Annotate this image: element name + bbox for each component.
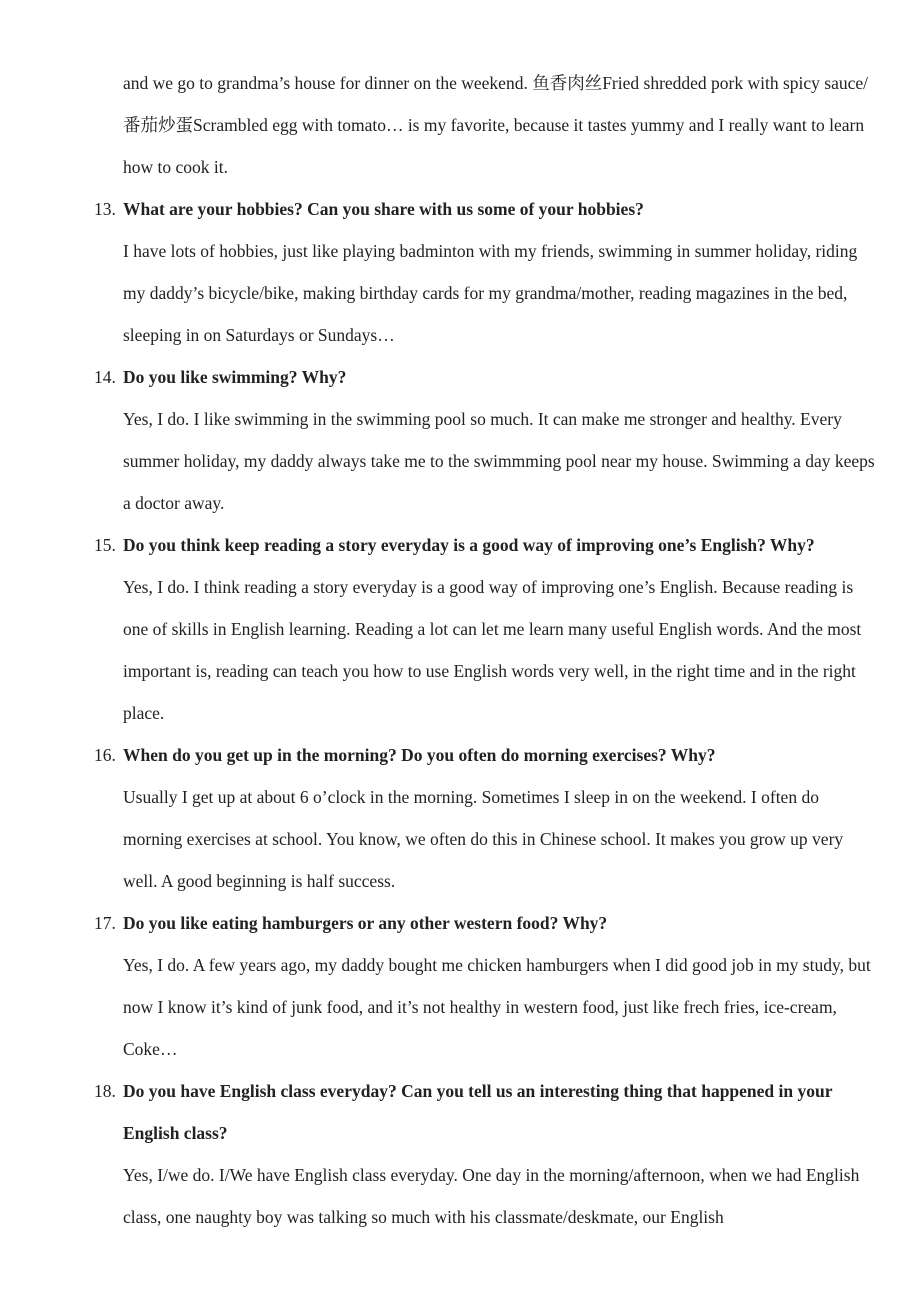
qa-item-14: [0, 356, 880, 524]
qa-item-16: [0, 734, 880, 902]
continuation-paragraph: and we go to grandma’s house for dinner on the weekend. 鱼香肉丝Fried shredded pork with spicy sauce/番茄炒蛋Scrambled egg with tomato… is my favorite, because it tastes yummy and I really want to learn how to cook it.: [123, 73, 869, 177]
qa-item-15: [0, 524, 880, 734]
question-text: Do you have English class everyday? Can you tell us an interesting thing that happened in your English class?: [123, 1081, 833, 1143]
question-text: Do you like eating hamburgers or any other western food? Why?: [123, 913, 608, 933]
question-number: 15.: [94, 535, 116, 555]
answer-text: I have lots of hobbies, just like playing badminton with my friends, swimming in summer holiday, riding my daddy’s bicycle/bike, making birthday cards for my grandma/mother, reading magazines in the bed, sleeping in on Saturdays or Sundays…: [123, 241, 858, 345]
qa-item-17: [0, 902, 880, 1070]
question-text: Do you think keep reading a story everyday is a good way of improving one’s English? Why?: [123, 535, 815, 555]
answer-text: Usually I get up at about 6 o’clock in the morning. Sometimes I sleep in on the weekend. I often do morning exercises at school. You know, we often do this in Chinese school. It makes you grow up very well. A good beginning is half success.: [123, 787, 844, 891]
question-text: What are your hobbies? Can you share with us some of your hobbies?: [123, 199, 644, 219]
question-text: When do you get up in the morning? Do you often do morning exercises? Why?: [123, 745, 716, 765]
question-number: 16.: [94, 745, 116, 765]
qa-item-18: [0, 1070, 880, 1238]
answer-text: Yes, I do. I like swimming in the swimming pool so much. It can make me stronger and healthy. Every summer holiday, my daddy always take me to the swimmming pool near my house. Swimming a day keeps a doctor away.: [123, 409, 875, 513]
answer-text: Yes, I do. A few years ago, my daddy bought me chicken hamburgers when I did good job in my study, but now I know it’s kind of junk food, and it’s not healthy in western food, just like frech fries, ice-cream, Coke…: [123, 955, 871, 1059]
qa-item-13: [0, 188, 880, 356]
answer-text: Yes, I/we do. I/We have English class everyday. One day in the morning/afternoon, when we had English class, one naughty boy was talking so much with his classmate/deskmate, our English: [123, 1165, 860, 1227]
answer-text: Yes, I do. I think reading a story everyday is a good way of improving one’s English. Because reading is one of skills in English learning. Reading a lot can let me learn many useful English words. And the most important is, reading can teach you how to use English words very well, in the right time and in the right place.: [123, 577, 862, 723]
question-number: 18.: [94, 1081, 116, 1101]
question-number: 14.: [94, 367, 116, 387]
question-number: 13.: [94, 199, 116, 219]
question-text: Do you like swimming? Why?: [123, 367, 347, 387]
question-number: 17.: [94, 913, 116, 933]
